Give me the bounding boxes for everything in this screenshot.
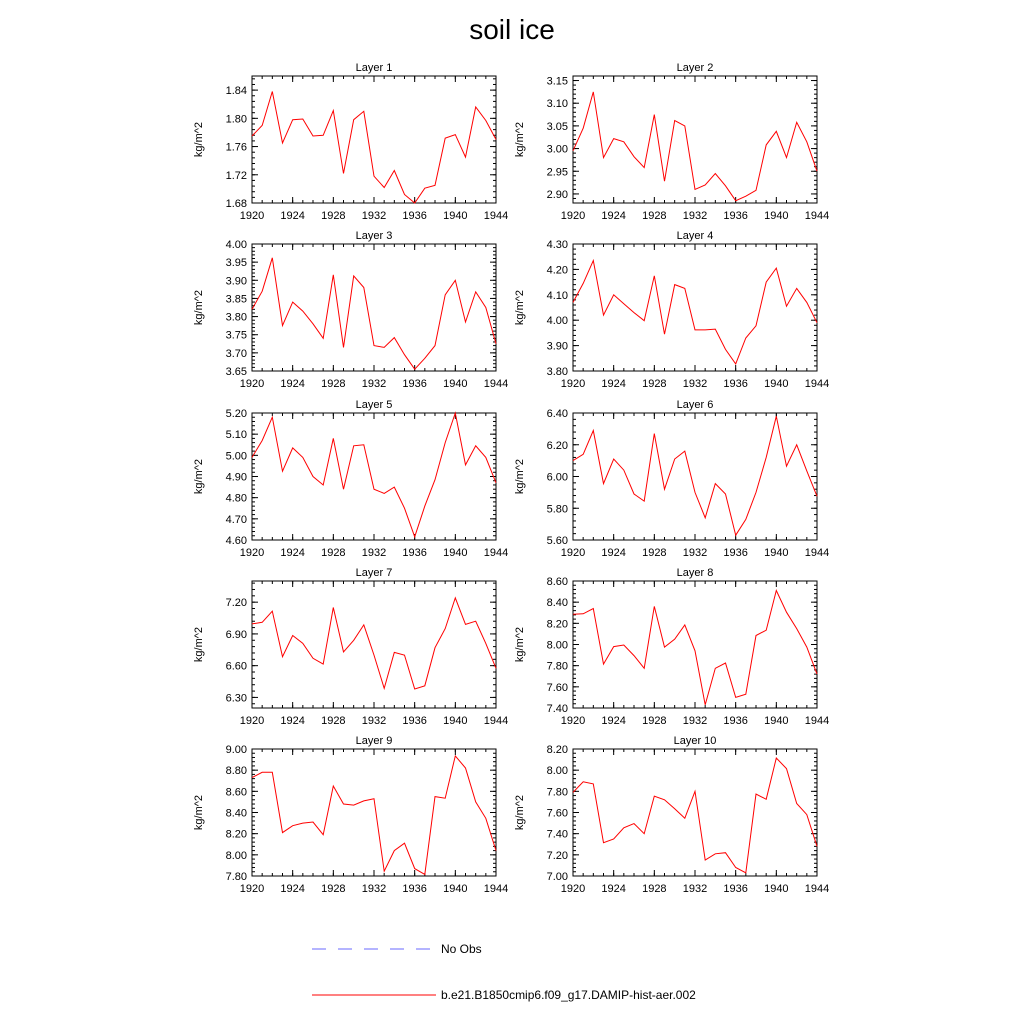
x-tick-label: 1920 — [239, 210, 265, 222]
x-tick-label: 1920 — [560, 547, 586, 559]
y-tick-label: 7.60 — [546, 807, 568, 820]
subplot-layer-10 — [514, 735, 829, 895]
y-tick-label: 7.00 — [546, 871, 568, 883]
x-tick-label: 1936 — [402, 210, 427, 222]
x-tick-label: 1924 — [280, 378, 305, 390]
x-tick-label: 1940 — [764, 883, 789, 895]
x-tick-label: 1924 — [601, 715, 626, 727]
x-tick-label: 1936 — [723, 715, 748, 727]
y-tick-label: 7.20 — [546, 849, 568, 862]
y-tick-label: 3.05 — [546, 120, 568, 133]
y-tick-label: 9.00 — [225, 744, 247, 756]
x-tick-label: 1920 — [239, 715, 265, 727]
y-tick-label: 8.20 — [546, 744, 568, 756]
y-tick-label: 3.85 — [225, 293, 247, 306]
x-tick-label: 1932 — [682, 715, 708, 727]
subplot-layer-7 — [193, 567, 508, 727]
series-line — [252, 258, 496, 369]
x-tick-label: 1936 — [723, 547, 748, 559]
x-tick-label: 1924 — [601, 378, 626, 390]
y-axis-label: kg/m^2 — [193, 458, 205, 495]
y-tick-label: 3.65 — [225, 366, 247, 378]
y-tick-label: 3.90 — [225, 275, 247, 288]
x-tick-label: 1944 — [483, 210, 509, 222]
y-axis-label: kg/m^2 — [514, 458, 526, 495]
figure-title: soil ice — [469, 14, 555, 45]
subplot-layer-4 — [514, 230, 829, 390]
subplot-layer-5 — [193, 399, 508, 559]
y-tick-label: 3.15 — [546, 75, 568, 88]
y-tick-label: 1.76 — [225, 141, 247, 154]
y-tick-label: 6.00 — [546, 471, 568, 484]
y-tick-label: 8.60 — [546, 576, 568, 588]
subplot-title: Layer 8 — [676, 567, 714, 579]
y-tick-label: 1.72 — [225, 169, 247, 182]
y-tick-label: 5.80 — [546, 503, 568, 516]
y-tick-label: 4.00 — [546, 315, 568, 328]
y-tick-label: 8.20 — [546, 618, 568, 631]
x-tick-label: 1940 — [764, 547, 789, 559]
y-tick-label: 4.00 — [225, 239, 247, 251]
x-tick-label: 1932 — [361, 210, 387, 222]
x-tick-label: 1920 — [560, 378, 586, 390]
x-tick-label: 1924 — [280, 883, 305, 895]
x-tick-label: 1932 — [361, 883, 387, 895]
y-tick-label: 5.20 — [225, 408, 247, 420]
x-tick-label: 1940 — [443, 883, 468, 895]
y-tick-label: 8.40 — [546, 597, 568, 610]
x-tick-label: 1936 — [723, 210, 748, 222]
y-tick-label: 8.80 — [225, 765, 247, 778]
x-tick-label: 1944 — [804, 378, 830, 390]
y-tick-label: 6.40 — [546, 408, 568, 420]
x-tick-label: 1928 — [321, 547, 346, 559]
x-tick-label: 1944 — [483, 715, 509, 727]
y-tick-label: 7.40 — [546, 703, 568, 715]
subplot-layer-2 — [514, 62, 829, 222]
y-tick-label: 8.00 — [225, 849, 247, 862]
x-tick-label: 1928 — [642, 715, 667, 727]
x-tick-label: 1928 — [642, 883, 667, 895]
subplot-title: Layer 5 — [355, 399, 393, 411]
y-tick-label: 8.00 — [546, 639, 568, 652]
x-tick-label: 1940 — [764, 715, 789, 727]
y-axis-label: kg/m^2 — [193, 626, 205, 663]
x-tick-label: 1924 — [280, 547, 305, 559]
y-axis-label: kg/m^2 — [514, 794, 526, 831]
x-tick-label: 1936 — [723, 378, 748, 390]
subplot-title: Layer 2 — [676, 62, 714, 74]
x-tick-label: 1940 — [443, 378, 468, 390]
subplot-title: Layer 4 — [676, 230, 714, 242]
y-tick-label: 3.80 — [546, 366, 568, 378]
y-axis-label: kg/m^2 — [514, 289, 526, 326]
x-tick-label: 1944 — [483, 883, 509, 895]
x-tick-label: 1928 — [321, 883, 346, 895]
series-line — [252, 756, 496, 875]
x-tick-label: 1920 — [239, 547, 265, 559]
subplot-layer-6 — [514, 399, 829, 559]
y-axis-label: kg/m^2 — [514, 121, 526, 158]
subplot-title: Layer 7 — [355, 567, 393, 579]
y-axis-label: kg/m^2 — [193, 121, 205, 158]
y-tick-label: 8.20 — [225, 828, 247, 841]
legend-label-model: b.e21.B1850cmip6.f09_g17.DAMIP-hist-aer.002 — [441, 988, 696, 1002]
series-line — [573, 92, 817, 201]
y-tick-label: 3.00 — [546, 143, 568, 156]
y-tick-label: 8.40 — [225, 807, 247, 820]
x-tick-label: 1928 — [321, 378, 346, 390]
subplot-title: Layer 1 — [355, 62, 393, 74]
x-tick-label: 1936 — [402, 883, 427, 895]
x-tick-label: 1920 — [560, 210, 586, 222]
x-tick-label: 1932 — [361, 715, 387, 727]
y-tick-label: 4.90 — [225, 471, 247, 484]
x-tick-label: 1944 — [804, 547, 830, 559]
y-tick-label: 8.00 — [546, 765, 568, 778]
x-tick-label: 1944 — [804, 715, 830, 727]
x-tick-label: 1944 — [804, 883, 830, 895]
x-tick-label: 1932 — [361, 378, 387, 390]
x-tick-label: 1924 — [601, 210, 626, 222]
y-tick-label: 1.84 — [225, 85, 247, 98]
y-tick-label: 4.20 — [546, 264, 568, 277]
x-tick-label: 1920 — [239, 378, 265, 390]
y-tick-label: 3.90 — [546, 340, 568, 353]
y-tick-label: 7.20 — [225, 597, 247, 610]
plot-frame — [252, 749, 496, 876]
x-tick-label: 1928 — [321, 715, 346, 727]
y-tick-label: 8.60 — [225, 786, 247, 799]
y-tick-label: 3.70 — [225, 347, 247, 360]
y-axis-label: kg/m^2 — [193, 794, 205, 831]
x-tick-label: 1928 — [321, 210, 346, 222]
x-tick-label: 1920 — [560, 715, 586, 727]
y-axis-label: kg/m^2 — [193, 289, 205, 326]
y-tick-label: 4.70 — [225, 513, 247, 526]
y-tick-label: 4.10 — [546, 289, 568, 302]
x-tick-label: 1940 — [764, 210, 789, 222]
x-tick-label: 1932 — [361, 547, 387, 559]
subplot-layer-9 — [193, 735, 508, 895]
y-tick-label: 2.95 — [546, 166, 568, 179]
x-tick-label: 1932 — [682, 378, 708, 390]
y-axis-label: kg/m^2 — [514, 626, 526, 663]
y-tick-label: 6.90 — [225, 628, 247, 641]
y-tick-label: 3.80 — [225, 311, 247, 324]
series-line — [573, 416, 817, 535]
y-tick-label: 5.00 — [225, 450, 247, 463]
y-tick-label: 2.90 — [546, 188, 568, 201]
subplot-title: Layer 9 — [355, 735, 393, 747]
y-tick-label: 7.40 — [546, 828, 568, 841]
x-tick-label: 1924 — [601, 547, 626, 559]
x-tick-label: 1928 — [642, 378, 667, 390]
y-tick-label: 5.10 — [225, 429, 247, 442]
y-tick-label: 3.95 — [225, 257, 247, 270]
x-tick-label: 1940 — [764, 378, 789, 390]
y-tick-label: 6.30 — [225, 692, 247, 705]
y-tick-label: 6.20 — [546, 439, 568, 452]
x-tick-label: 1924 — [280, 210, 305, 222]
plot-frame — [573, 413, 817, 540]
x-tick-label: 1936 — [402, 715, 427, 727]
x-tick-label: 1932 — [682, 883, 708, 895]
y-tick-label: 7.80 — [546, 660, 568, 673]
y-tick-label: 1.80 — [225, 113, 247, 126]
x-tick-label: 1920 — [239, 883, 265, 895]
subplot-layer-1 — [193, 62, 508, 222]
y-tick-label: 4.30 — [546, 239, 568, 251]
x-tick-label: 1940 — [443, 547, 468, 559]
x-tick-label: 1928 — [642, 547, 667, 559]
plot-frame — [252, 244, 496, 371]
x-tick-label: 1936 — [402, 378, 427, 390]
y-tick-label: 1.68 — [225, 198, 247, 210]
x-tick-label: 1944 — [804, 210, 830, 222]
x-tick-label: 1924 — [601, 883, 626, 895]
y-tick-label: 4.80 — [225, 492, 247, 505]
y-tick-label: 3.75 — [225, 329, 247, 342]
y-tick-label: 3.10 — [546, 98, 568, 111]
x-tick-label: 1920 — [560, 883, 586, 895]
subplot-layer-3 — [193, 230, 508, 390]
x-tick-label: 1932 — [682, 547, 708, 559]
x-tick-label: 1944 — [483, 547, 509, 559]
series-line — [573, 758, 817, 873]
y-tick-label: 7.80 — [225, 871, 247, 883]
legend-label-no-obs: No Obs — [441, 942, 482, 956]
subplot-title: Layer 3 — [355, 230, 393, 242]
y-tick-label: 7.60 — [546, 681, 568, 694]
series-line — [252, 92, 496, 204]
subplot-layer-8 — [514, 567, 829, 727]
x-tick-label: 1936 — [402, 547, 427, 559]
y-tick-label: 6.60 — [225, 660, 247, 673]
y-tick-label: 7.80 — [546, 786, 568, 799]
series-line — [573, 591, 817, 705]
x-tick-label: 1932 — [682, 210, 708, 222]
x-tick-label: 1928 — [642, 210, 667, 222]
plot-frame — [252, 76, 496, 203]
series-line — [573, 261, 817, 364]
series-line — [252, 598, 496, 689]
x-tick-label: 1944 — [483, 378, 509, 390]
y-tick-label: 4.60 — [225, 535, 247, 547]
subplot-title: Layer 10 — [673, 735, 717, 747]
subplot-title: Layer 6 — [676, 399, 714, 411]
plot-frame — [573, 244, 817, 371]
x-tick-label: 1940 — [443, 715, 468, 727]
y-tick-label: 5.60 — [546, 535, 568, 547]
x-tick-label: 1936 — [723, 883, 748, 895]
x-tick-label: 1940 — [443, 210, 468, 222]
x-tick-label: 1924 — [280, 715, 305, 727]
series-line — [252, 413, 496, 537]
plot-frame — [573, 749, 817, 876]
plot-frame — [573, 76, 817, 203]
